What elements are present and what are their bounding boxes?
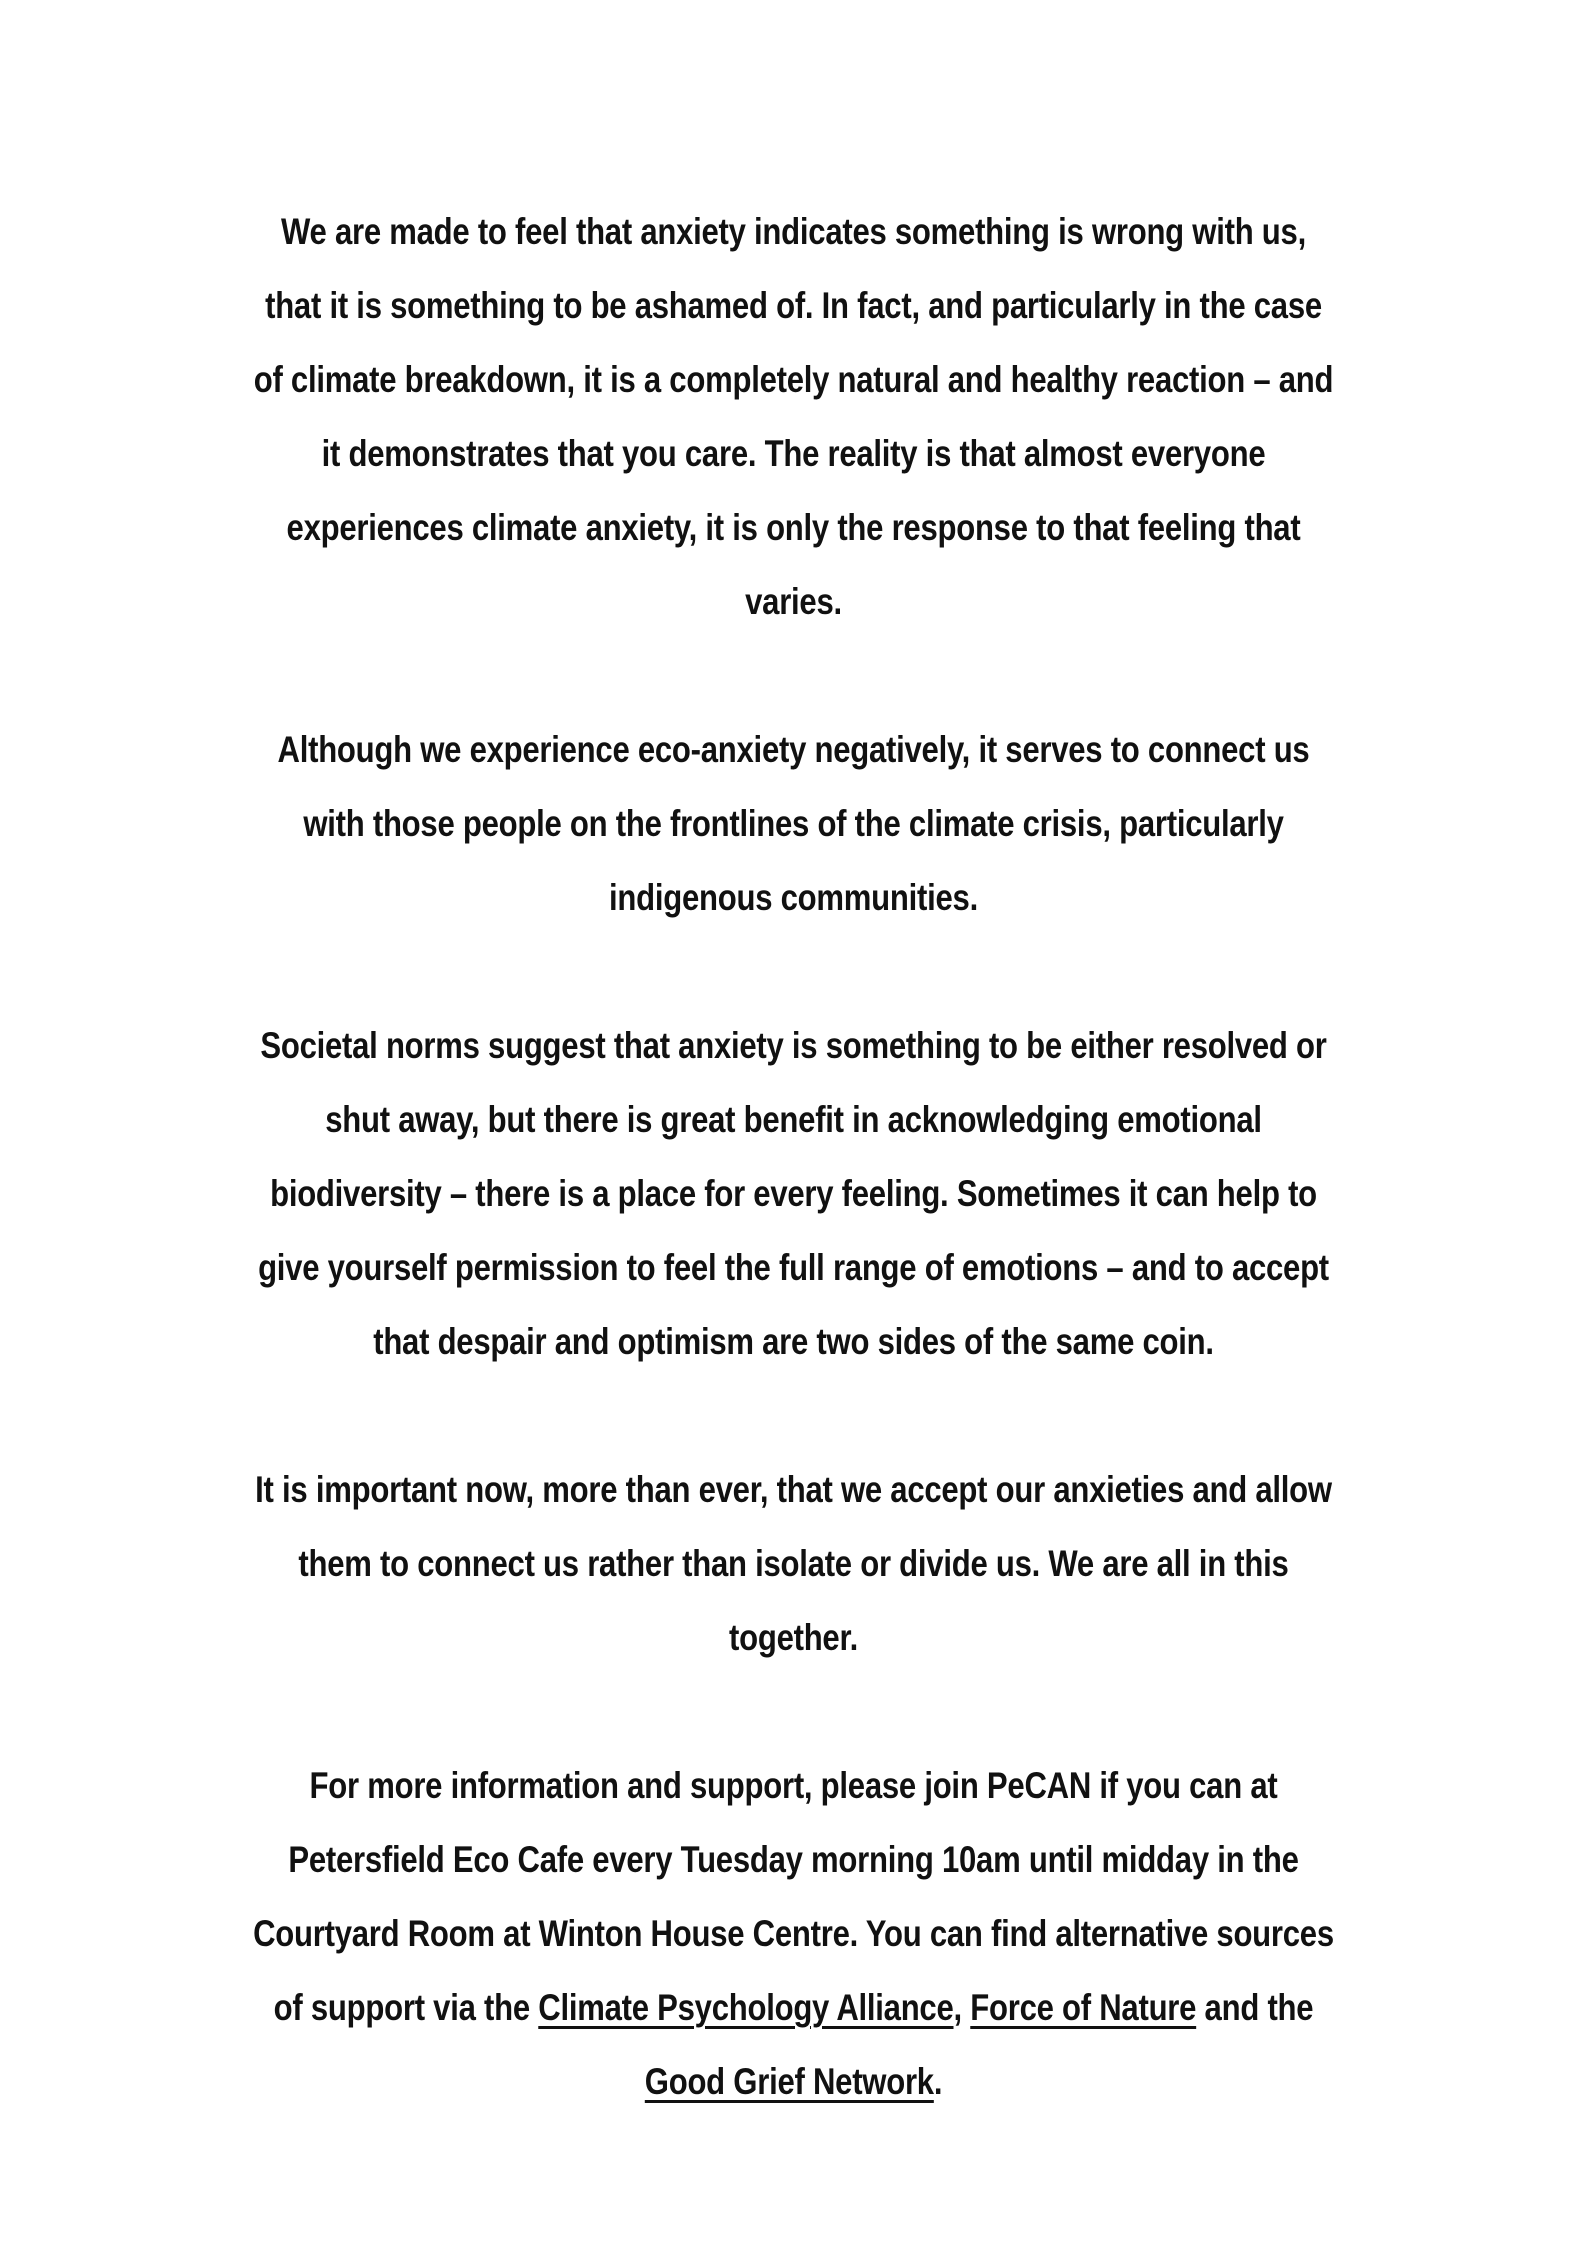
paragraph-eco-anxiety-connection: Although we experience eco-anxiety negatively, it serves to connect us with those people on the frontlines of the climate crisis, particularly indigenous communities. [277,729,1310,918]
separator-text: and the [1196,1987,1314,2028]
good-grief-network-link[interactable]: Good Grief Network [644,2061,934,2102]
force-of-nature-link[interactable]: Force of Nature [970,1987,1197,2028]
support-intro-text: For more information and support, please join PeCAN if you can at Petersfield Eco Cafe every Tuesday morning 10am until midday in the Courtyard Room at Winton House Centre. You can find alternative sources of support via the [253,1765,1334,2028]
closing-period: . [933,2061,943,2102]
paragraph-together: It is important now, more than ever, that we accept our anxieties and allow them to connect us rather than isolate or divide us. We are all in this together. [255,1469,1332,1658]
document-body [253,195,1334,2119]
separator-text: , [953,1987,971,2028]
climate-psychology-alliance-link[interactable]: Climate Psychology Alliance [538,1987,954,2028]
paragraph-anxiety-natural: We are made to feel that anxiety indicates something is wrong with us, that it is something to be ashamed of. In fact, and particularly in the case of climate breakdown, it is a completely natural and healthy reaction – and it demonstrates that you care. The reality is that almost everyone experiences climate anxiety, it is only the response to that feeling that varies. [253,211,1334,622]
paragraph-emotional-biodiversity: Societal norms suggest that anxiety is something to be either resolved or shut away, but there is great benefit in acknowledging emotional biodiversity – there is a place for every feeling. Sometimes it can help to give yourself permission to feel the full range of emotions – and to accept that despair and optimism are two sides of the same coin. [258,1025,1329,1362]
paragraph-support-info [253,1749,1334,2119]
